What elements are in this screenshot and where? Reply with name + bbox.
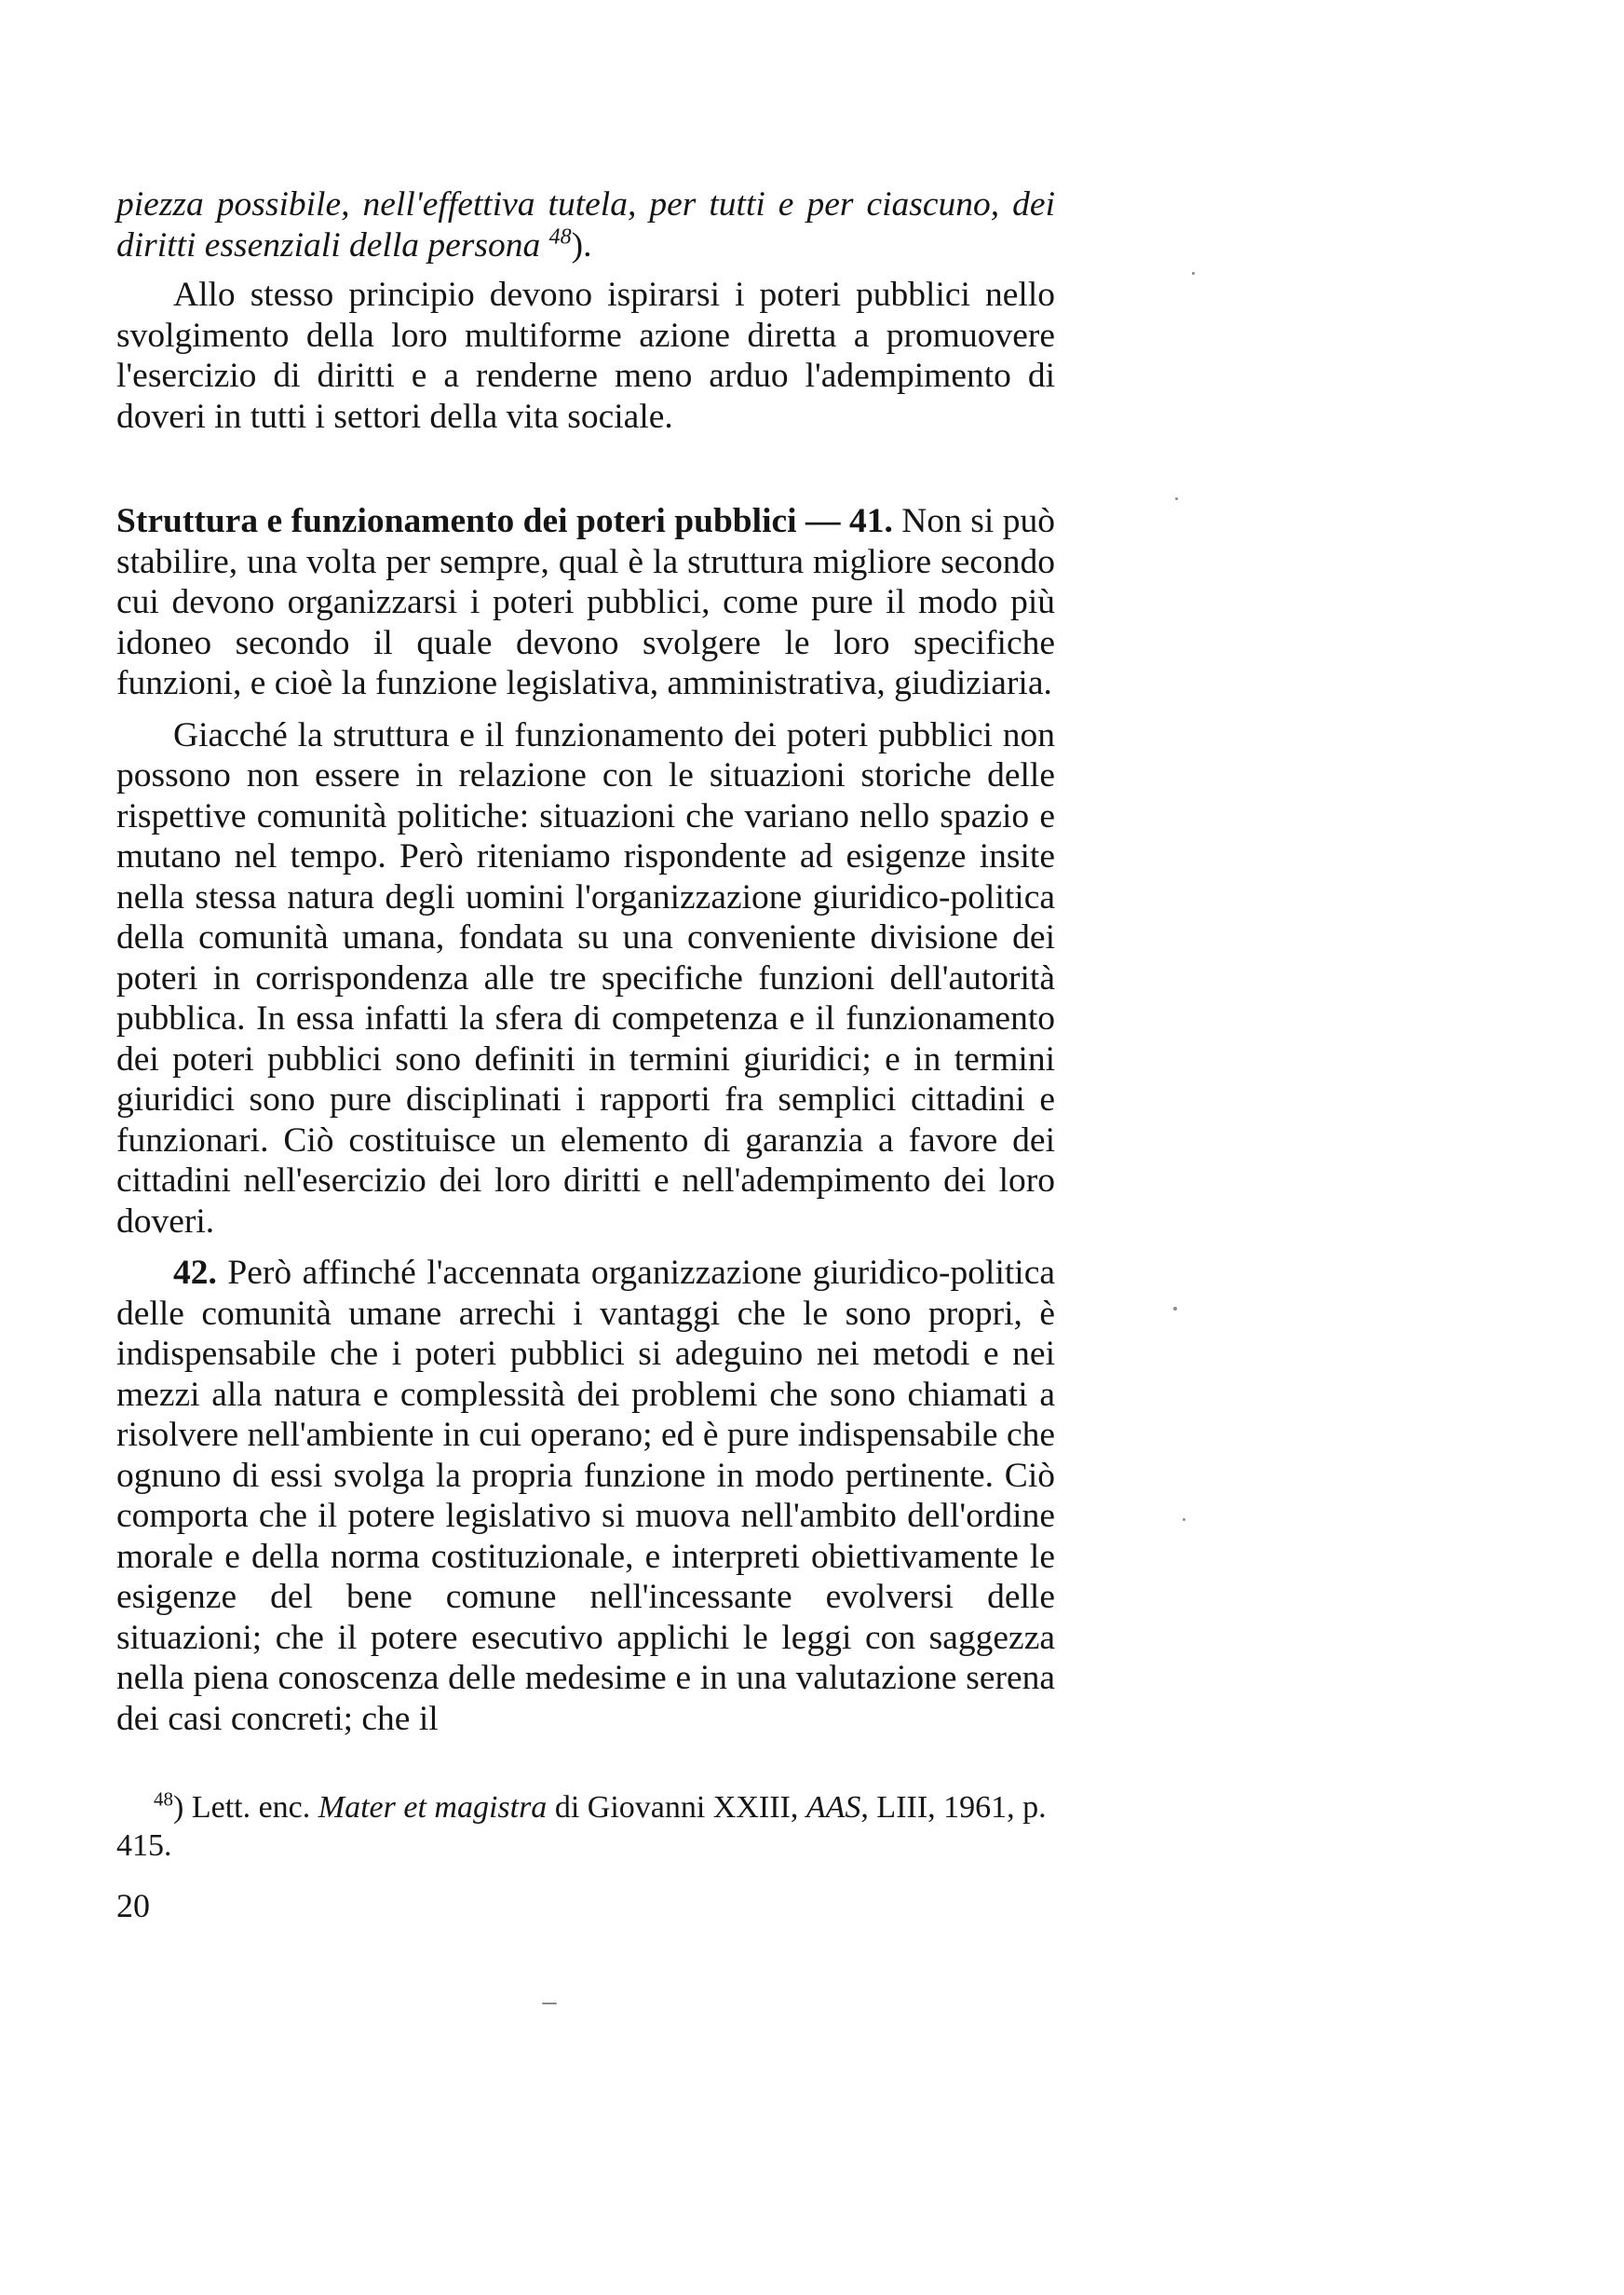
section-42	[116, 1253, 1055, 1739]
footnote-reference: 48	[548, 224, 572, 249]
footnote-text-middle: di Giovanni XXIII,	[547, 1790, 806, 1825]
scan-speck	[1173, 1307, 1177, 1310]
scan-speck	[1175, 497, 1178, 500]
paragraph-42-text: Però affinché l'accennata organizzazione giuridico-politica delle comunità umane arrechi i vantaggi che le sono propri, è indispensabile che i poteri pubblici si adeguino nei metodi e nei mezzi alla natura e complessità dei problemi che sono chiamati a risolvere nell'ambiente in cui operano; ed è pure indispensabile che ognuno di essi svolga la propria funzione in modo pertinente. Ciò comporta che il potere legislativo si muova nell'ambito dell'ordine morale e della norma costituzionale, e interpreti obiettivamente le esigenze del bene comune nell'incessante evolversi delle situazioni; che il potere esecutivo applichi le leggi con saggezza nella piena conoscenza delle medesime e in una valutazione serena dei casi concreti; che il	[116, 1254, 1055, 1738]
page-number: 20	[116, 1887, 150, 1924]
footnote-mark-close: )	[173, 1790, 184, 1825]
intro-text-end: ).	[571, 225, 592, 265]
scan-speck	[542, 2003, 557, 2004]
main-text	[116, 184, 1055, 1739]
footnote-text-before: Lett. enc.	[183, 1790, 318, 1825]
intro-paragraph	[116, 184, 1055, 265]
footnote-text-after: , LIII, 1961, p. 415.	[116, 1790, 1047, 1863]
footnote	[116, 1788, 1055, 1865]
footnote-encyclical-title: Mater et magistra	[318, 1790, 548, 1825]
section-heading: Struttura e funzionamento dei poteri pubblici —	[116, 502, 841, 540]
paragraph-principle: Allo stesso principio devono ispirarsi i poteri pubblici nello svolgimento della loro multiforme azione diretta a promuovere l'esercizio di diritti e a renderne meno arduo l'adempimento di doveri in tutti i settori della vita sociale.	[116, 276, 1055, 436]
section-41	[116, 501, 1055, 704]
footnote-journal: AAS	[805, 1790, 861, 1825]
paragraph-number-41: 41.	[848, 502, 893, 540]
paragraph-41-text: Non si può stabilire, una volta per sempre, qual è la struttura migliore secondo cui devono organizzarsi i poteri pubblici, come pure il modo più idoneo secondo il quale devono svolgere le loro specifiche funzioni, e cioè la funzione legislativa, amministrativa, giudiziaria.	[116, 502, 1056, 702]
intro-text: piezza possibile, nell'effettiva tutela, per tutti e per ciascuno, dei diritti essenziali della persona	[116, 185, 1055, 265]
scan-speck	[1192, 272, 1195, 275]
footnote-mark: 48	[154, 1787, 173, 1811]
paragraph-number-42: 42.	[173, 1254, 217, 1292]
scan-speck	[1183, 1518, 1185, 1521]
paragraph-41-continued: Giacché la struttura e il funzionamento dei poteri pubblici non possono non essere in relazione con le situazioni storiche delle rispettive comunità politiche: situazioni che variano nello spazio e mutano nel tempo. Però riteniamo rispondente ad esigenze insite nella stessa natura degli uomini l'organizzazione giuridico-politica della comunità umana, fondata su una conveniente divisione dei poteri in corrispondenza alle tre specifiche funzioni dell'autorità pubblica. In essa infatti la sfera di competenza e il funzionamento dei poteri pubblici sono definiti in termini giuridici; e in termini giuridici sono pure disciplinati i rapporti fra semplici cittadini e funzionari. Ciò costituisce un elemento di garanzia a favore dei cittadini nell'esercizio dei loro diritti e nell'adempimento dei loro doveri.	[116, 715, 1055, 1241]
